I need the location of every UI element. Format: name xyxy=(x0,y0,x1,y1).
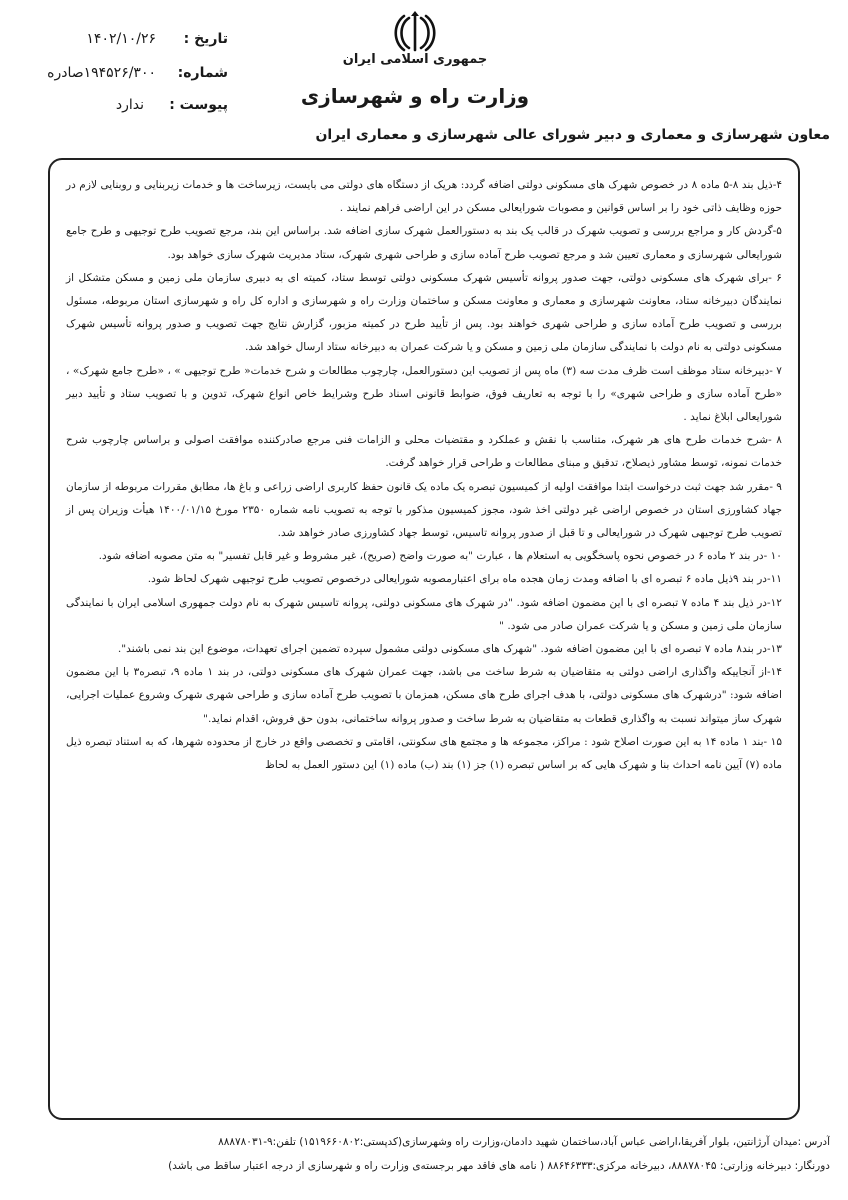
ministry-name: وزارت راه و شهرسازی xyxy=(300,84,530,108)
paragraph-5: ۵-گردش کار و مراجع بررسی و تصویب شهرک در قالب یک بند به دستورالعمل شهرک سازی اضافه شد. براساس این بند، مرجع تصویب طرح توجیهی و طرح جامع شورایعالی شهرسازی و معماری تعیین شد و مرجع تصویب طرح آماده سازی و طراحی شهری شهرک، ستاد مدیریت شهرک سازی خواهد بود. xyxy=(66,225,782,261)
paragraph-7: ۷ -دبیرخانه ستاد موظف است ظرف مدت سه (۳) ماه پس از تصویب این دستورالعمل، چارچوب مطالعات و شرح خدمات« طرح توجیهی » ، «طرح جامع شهرک» ، «طرح آماده سازی و طراحی شهری» را با توجه به تعاریف فوق، ضوابط قانونی اسناد طرح وشرایط خاص انواع شهرک، تدوین و با تصویب ستاد و تأیید دبیر شورایعالی ابلاغ نماید . xyxy=(66,364,782,424)
paragraph-15: ۱۵ -بند ۱ ماده ۱۴ به این صورت اصلاح شود : مراکز، مجموعه ها و مجتمع های سکونتی، اقامتی و تخصصی واقع در خارج از محدوده شهرها، که به استناد تبصره ذیل ماده (۷) آیین نامه احداث بنا و شهرک هایی که بر اساس تبصره (۱) جز (۱) بند (ب) ماده (۱) این دستور العمل به لحاظ xyxy=(66,735,783,772)
paragraph-12: ۱۲-در ذیل بند ۴ ماده ۷ تبصره ای با این مضمون اضافه شود. "در شهرک های مسکونی دولتی، پروانه تاسیس شهرک به نام دولت جمهوری اسلامی ایران با نمایندگی سازمان ملی زمین و مسکن و یا شرکت عمران صادر می شود. " xyxy=(66,596,782,632)
footer-fax: دورنگار: دبیرخانه وزارتی: ۸۸۸۷۸۰۴۵، دبیرخانه مرکزی:۸۸۶۴۶۳۳۳ ( نامه های فاقد مهر برجسته‌ی وزارت راه و شهرسازی از درجه اعتبار ساقط می باشد) xyxy=(168,1160,830,1172)
country-name: جمهوری اسلامی ایران xyxy=(342,52,488,67)
paragraph-13: ۱۳-در بند۸ ماده ۷ تبصره ای با این مضمون اضافه شود. "شهرک های مسکونی دولتی مشمول سپرده تضمین اجرای تعهدات، موضوع این بند نمی باشند". xyxy=(117,643,782,656)
paragraph-11: ۱۱-در بند ۹ذیل ماده ۶ تبصره ای با اضافه ومدت زمان هجده ماه برای اعتبارمصوبه شورایعالی درخصوص تصویب طرح توجیهی شهرک لحاظ شود. xyxy=(147,573,782,586)
iran-emblem-icon xyxy=(392,10,438,54)
paragraph-8: ۸ -شرح خدمات طرح های هر شهرک، متناسب با نقش و عملکرد و مقتضیات محلی و الزامات فنی مرجع صادرکننده موافقت اصولی و براساس چارچوب شرح خدمات نمونه، توسط مشاور ذیصلاح، تدقیق و مبنای مطالعات و طراحی قرار خواهد گرفت. xyxy=(66,434,782,470)
letter-body xyxy=(66,174,782,777)
attachment-label: پیوست : xyxy=(169,97,228,113)
paragraph-9: ۹ -مقرر شد جهت ثبت درخواست ابتدا موافقت اولیه از کمیسیون تبصره یک ماده یک قانون حفظ کاربری اراضی زراعی و باغ ها، مطابق مقررات مربوطه از سازمان جهاد کشاورزی استان در خصوص اراضی غیر دولتی اخذ شود، مجوز کمیسیون مذکور با توجه به تصویب نامه شماره ۲۳۵۰ مورخ ۱۴۰۰/۰۱/۱۵ هیأت وزیران پس از تصویب طرح توجیهی شهرک در شورایعالی و تا قبل از صدور پروانه تاسیس، توسط جهاد کشاورزی صادر خواهد شد. xyxy=(66,480,783,540)
letter-footer xyxy=(18,1130,830,1178)
date-label: تاریخ : xyxy=(183,31,228,47)
paragraph-4: ۴-ذیل بند ۸-۵ ماده ۸ در خصوص شهرک های مسکونی دولتی اضافه گردد: هریک از دستگاه های دولتی می بایست، زیرساخت ها و خدمات زیربنایی و روبنایی لازم در حوزه وظایف ذاتی خود را بر اساس قوانین و مصوبات شورایعالی مسکن در این اراضی فراهم نمایند . xyxy=(66,179,783,215)
attachment-value: ندارد xyxy=(115,97,144,113)
number-row xyxy=(47,62,228,84)
date-row xyxy=(86,28,228,50)
number-label: شماره: xyxy=(177,65,228,81)
date-value: ۱۴۰۲/۱۰/۲۶ xyxy=(86,31,156,47)
deputy-title: معاون شهرسازی و معماری و دبیر شورای عالی شهرسازی و معماری ایران xyxy=(315,127,830,143)
paragraph-10: ۱۰ -در بند ۲ ماده ۶ در خصوص نحوه پاسخگویی به استعلام ها ، عبارت "به صورت واضح (صریح)، غیر مشروط و غیر قابل تفسیر" به متن مصوبه اضافه شود. xyxy=(98,550,782,563)
paragraph-14: ۱۴-از آنجاییکه واگذاری اراضی دولتی به متقاضیان به شرط ساخت می باشد، جهت عمران شهرک های مسکونی دولتی، در بند ۱ ماده ۹، تبصره۳ با این مضمون اضافه شود: "درشهرک های مسکونی دولتی، با هدف اجرای طرح های مسکن، همزمان با تصویب طرح آماده سازی و طراحی شهری شهرک وشروع عملیات اجرایی، شهرک ساز میتواند نسبت به واگذاری قطعات به متقاضیان به شرط ساخت و صدور پروانه ساختمانی، بدون حق فروش، اقدام نماید." xyxy=(66,666,783,725)
attachment-row xyxy=(116,94,228,116)
footer-address: آدرس :میدان آرژانتین، بلوار آفریقا،اراضی عباس آباد،ساختمان شهید دادمان،وزارت راه وشهرسازی(کدپستی:۱۵۱۹۶۶۰۸۰۲) تلفن:۹-۸۸۸۷۸۰۳۱ xyxy=(218,1136,830,1148)
number-value: ۱۹۴۵۲۶/۳۰۰صادره xyxy=(47,65,156,81)
paragraph-6: ۶ -برای شهرک های مسکونی دولتی، جهت صدور پروانه تأسیس شهرک مسکونی دولتی توسط ستاد، کمیته ای به دبیری سازمان ملی زمین و مسکن متشکل از نمایندگان دبیرخانه ستاد، معاونت شهرسازی و معماری و معاونت مسکن و ساختمان وزارت راه و شهرسازی و اداره کل راه و شهرسازی استان مربوطه، مسئول بررسی و تصویب طرح آماده سازی و طراحی شهری خواهند بود. پس از تأیید طرح در کمیته مزبور، گزارش نتایج جهت تصویب و صدور پروانه تأسیس شهرک مسکونی دولتی به نام دولت با نمایندگی سازمان ملی زمین و مسکن و یا شرکت عمران به دبیرخانه ستاد ارسال خواهد شد. xyxy=(66,271,782,354)
